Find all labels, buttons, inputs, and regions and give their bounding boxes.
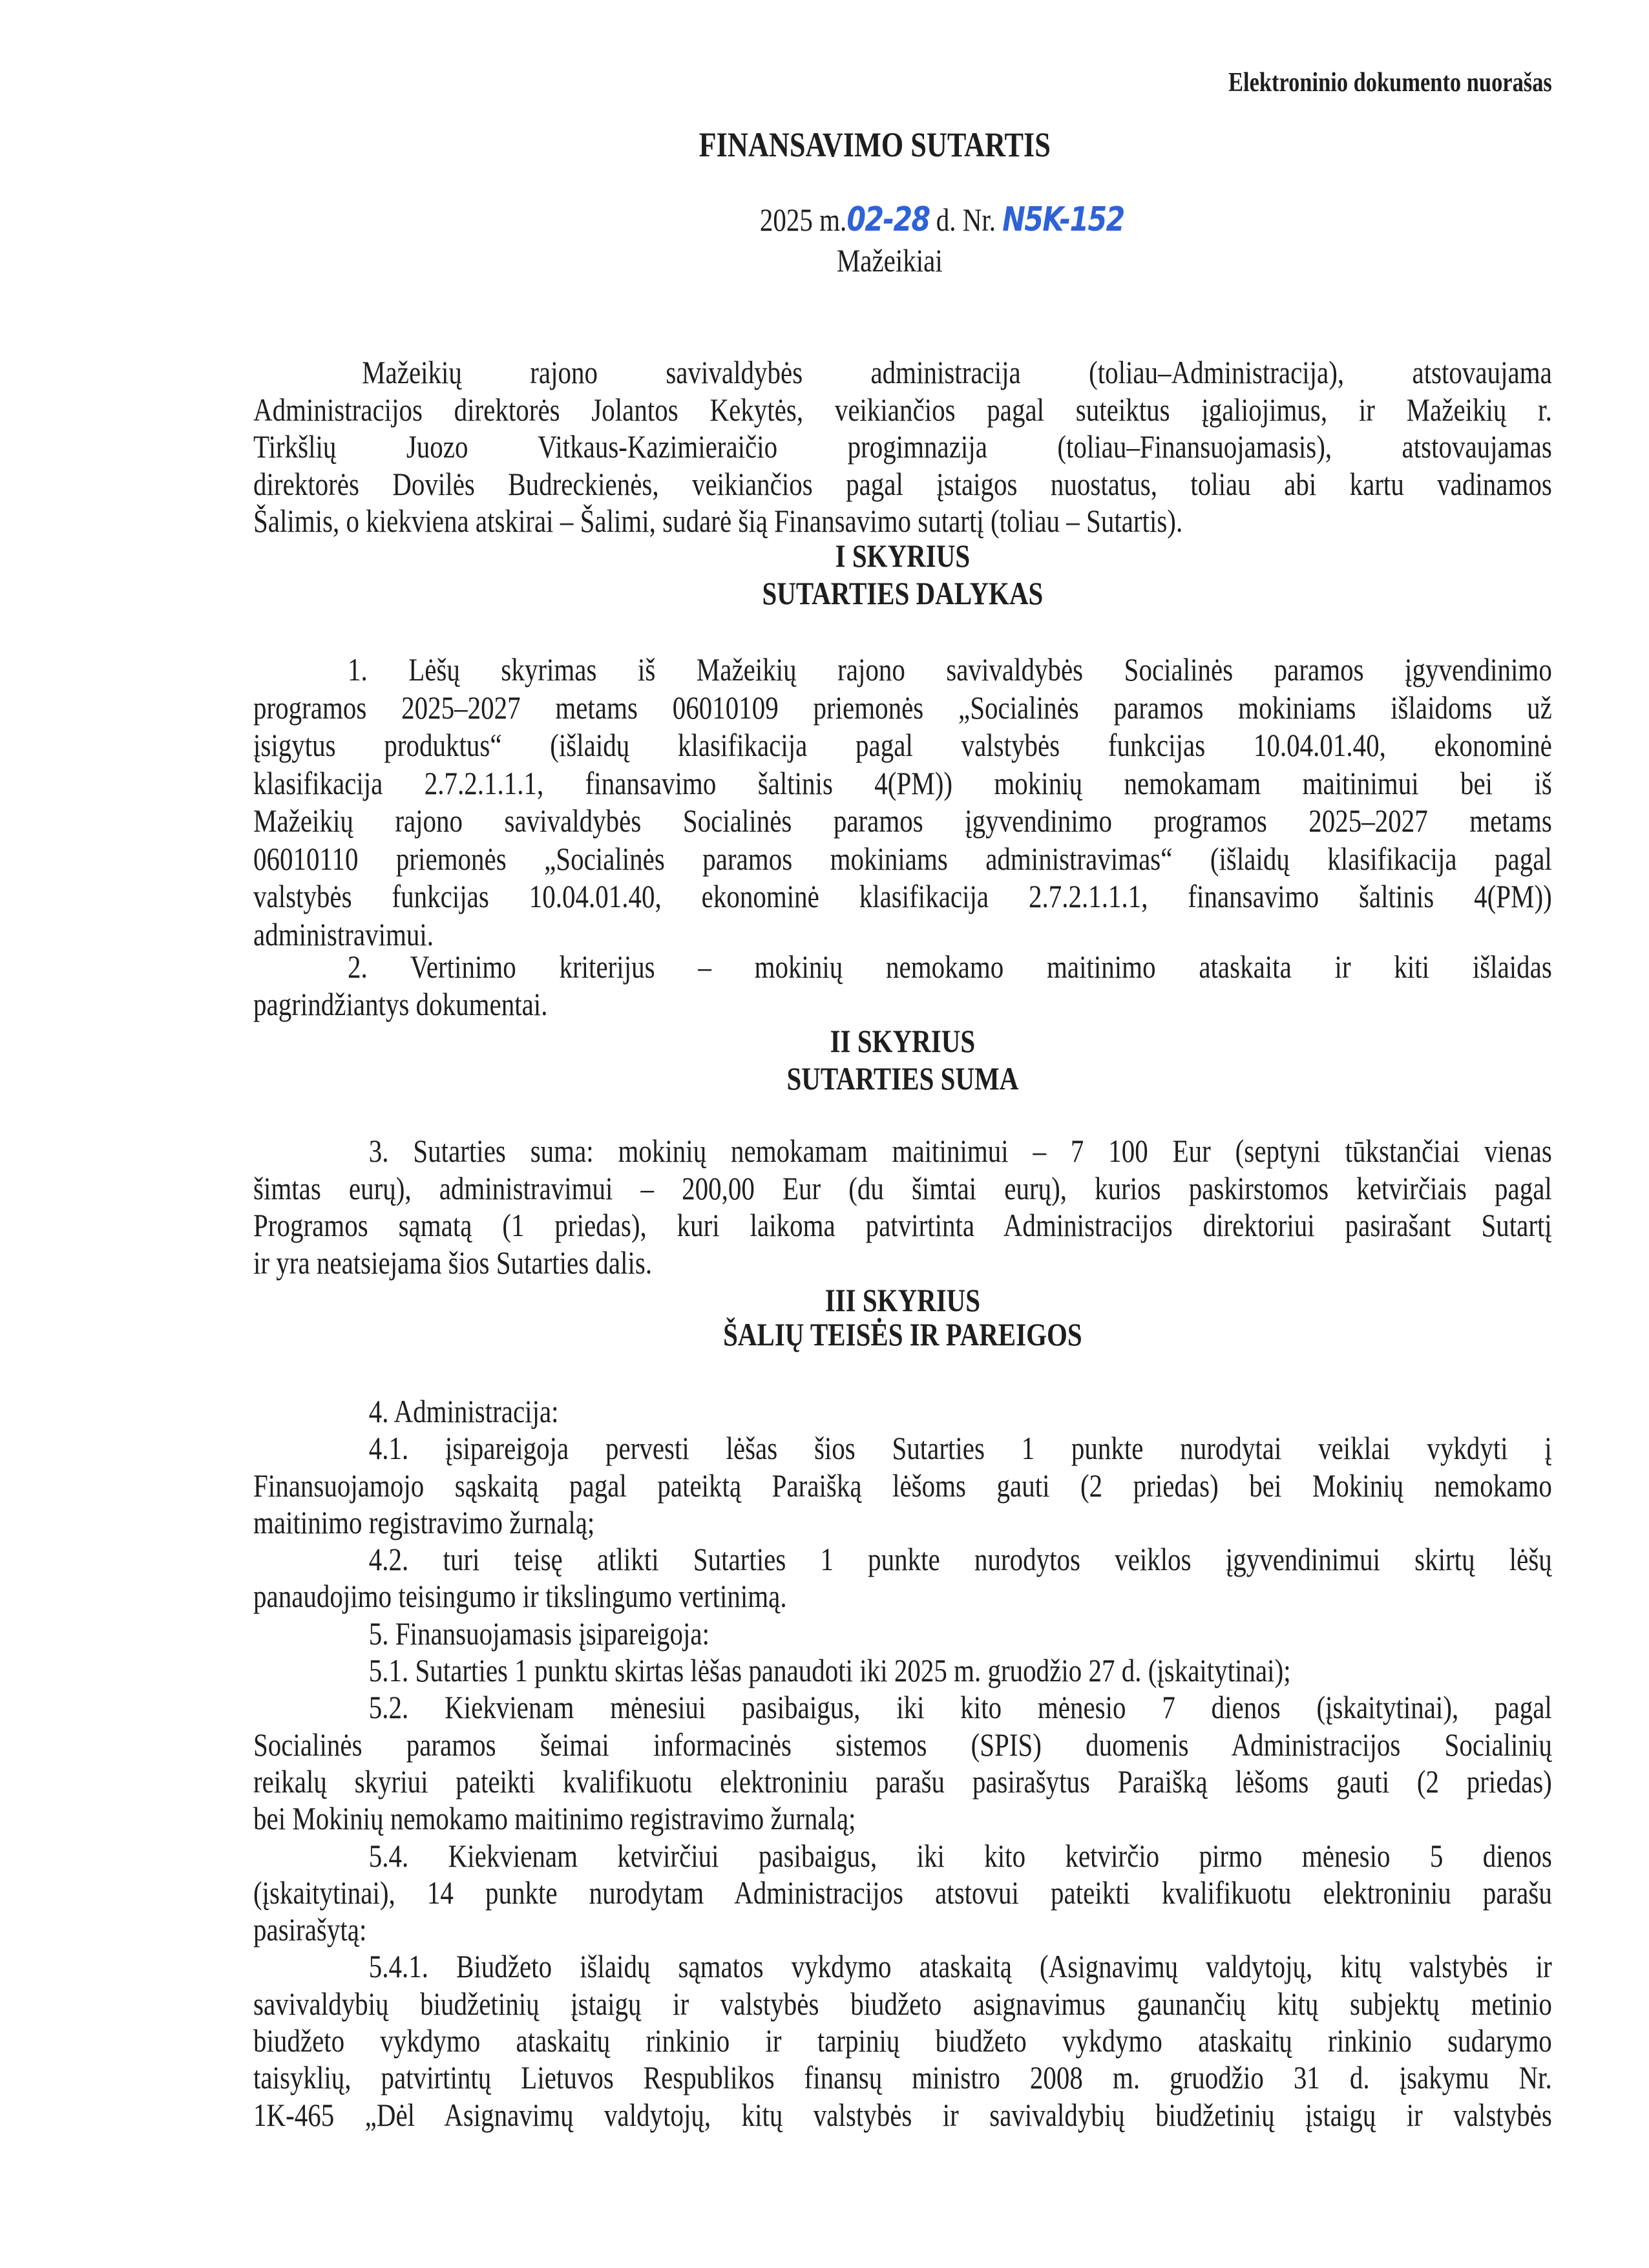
text-line: panaudojimo teisingumo ir tikslingumo vertinimą. bbox=[253, 1578, 787, 1615]
text-line: programos 2025–2027 metams 06010109 priemonės „Socialinės paramos mokiniams išlaidoms už bbox=[253, 689, 1552, 726]
clause-4 bbox=[253, 1393, 1552, 1430]
text-line: 4. Administracija: bbox=[368, 1393, 559, 1429]
text-line: Programos sąmatą (1 priedas), kuri laikoma patvirtinta Administracijos direktoriui pasirašant Sutartį bbox=[253, 1207, 1552, 1243]
text-line: 5.4. Kiekvienam ketvirčiui pasibaigus, iki kito ketvirčio pirmo mėnesio 5 dienos bbox=[368, 1837, 1552, 1874]
text-line: Administracijos direktorės Jolantos Kekytės, veikiančios pagal suteiktus įgaliojimus, ir Mažeikių r. bbox=[253, 391, 1552, 428]
text-line: 1K-465 „Dėl Asignavimų valdytojų, kitų valstybės ir savivaldybių biudžetinių įstaigų ir valstybės bbox=[253, 2096, 1552, 2133]
text-line: savivaldybių biudžetinių įstaigų ir valstybės biudžeto asignavimus gaunančių kitų subjektų metinio bbox=[253, 1985, 1552, 2022]
text-line: (įskaitytinai), 14 punkte nurodytam Administracijos atstovui pateikti kvalifikuotu elektroniniu parašu bbox=[253, 1874, 1552, 1911]
section-1-title: SUTARTIES DALYKAS bbox=[762, 575, 1044, 611]
clause-3 bbox=[253, 1133, 1552, 1281]
clause-5 bbox=[253, 1615, 1552, 1652]
document-copy-note: Elektroninio dokumento nuorašas bbox=[1228, 68, 1552, 98]
section-3-title: ŠALIŲ TEISĖS IR PAREIGOS bbox=[723, 1316, 1082, 1352]
handwritten-date: 02-28 bbox=[846, 200, 930, 239]
text-line: Socialinės paramos šeimai informacinės sistemos (SPIS) duomenis Administracijos Socialinių bbox=[253, 1726, 1552, 1763]
clause-1 bbox=[253, 651, 1552, 953]
text-line: 5. Finansuojamasis įsipareigoja: bbox=[368, 1615, 709, 1652]
text-line: administravimui. bbox=[253, 916, 434, 952]
text-line: direktorės Dovilės Budreckienės, veikiančios pagal įstaigos nuostatus, toliau abi kartu vadinamos bbox=[253, 465, 1552, 502]
text-line: Mažeikių rajono savivaldybės Socialinės paramos įgyvendinimo programos 2025–2027 metams bbox=[253, 803, 1552, 839]
section-3-body bbox=[253, 1393, 1552, 2134]
text-line: Finansuojamojo sąskaitą pagal pateiktą Paraišką lėšoms gauti (2 priedas) bei Mokinių nemokamo bbox=[253, 1467, 1552, 1504]
section-2-number: II SKYRIUS bbox=[830, 1023, 976, 1059]
clause-5-2 bbox=[253, 1689, 1552, 1837]
text-line: 4.2. turi teisę atlikti Sutarties 1 punkte nurodytos veiklos įgyvendinimui skirtų lėšų bbox=[368, 1541, 1552, 1578]
text-line: maitinimo registravimo žurnalą; bbox=[253, 1504, 595, 1540]
section-2-title: SUTARTIES SUMA bbox=[786, 1060, 1019, 1097]
text-line: klasifikacija 2.7.2.1.1.1, finansavimo šaltinis 4(PM)) mokinių nemokamam maitinimui bei iš bbox=[253, 764, 1552, 801]
text-line: valstybės funkcijas 10.04.01.40, ekonominė klasifikacija 2.7.2.1.1.1, finansavimo šaltinis 4(PM)) bbox=[253, 878, 1552, 914]
document-title: FINANSAVIMO SUTARTIS bbox=[698, 125, 1051, 164]
text-line: reikalų skyriui pateikti kvalifikuotu elektroniniu parašu pasirašytus Paraišką lėšoms gauti (2 priedas) bbox=[253, 1763, 1552, 1800]
text-line: 2. Vertinimo kriterijus – mokinių nemokamo maitinimo ataskaita ir kiti išlaidas bbox=[347, 949, 1552, 985]
text-line: ir yra neatsiejama šios Sutarties dalis. bbox=[253, 1244, 653, 1281]
date-year: 2025 m. bbox=[759, 202, 847, 238]
text-line: 5.4.1. Biudžeto išlaidų sąmatos vykdymo ataskaitą (Asignavimų valdytojų, kitų valstybės ir bbox=[368, 1948, 1552, 1985]
text-line: 4.1. įsipareigoja pervesti lėšas šios Sutarties 1 punkte nurodytai veiklai vykdyti į bbox=[368, 1430, 1552, 1467]
text-line: biudžeto vykdymo ataskaitų rinkinio ir tarpinių biudžeto vykdymo ataskaitų rinkinio sudarymo bbox=[253, 2022, 1552, 2059]
text-line: 3. Sutarties suma: mokinių nemokamam maitinimui – 7 100 Eur (septyni tūkstančiai vienas bbox=[368, 1133, 1552, 1169]
text-line: Tirkšlių Juozo Vitkaus-Kazimieraičio progimnazija (toliau–Finansuojamasis), atstovaujamas bbox=[253, 428, 1552, 465]
clause-5-4 bbox=[253, 1838, 1552, 1949]
clause-5-1 bbox=[253, 1652, 1552, 1689]
document-page bbox=[253, 0, 1552, 2268]
text-line: taisyklių, patvirtintų Lietuvos Respublikos finansų ministro 2008 m. gruodžio 31 d. įsakymu Nr. bbox=[253, 2059, 1552, 2096]
handwritten-number: N5K-152 bbox=[1002, 200, 1124, 239]
clause-5-4-1 bbox=[253, 1948, 1552, 2133]
text-line: 06010110 priemonės „Socialinės paramos mokiniams administravimas“ (išlaidų klasifikacija pagal bbox=[253, 840, 1552, 877]
text-line: 5.2. Kiekvienam mėnesiui pasibaigus, iki kito mėnesio 7 dienos (įskaitytinai), pagal bbox=[368, 1689, 1552, 1726]
text-line: šimtas eurų), administravimui – 200,00 Eur (du šimtai eurų), kurios paskirstomos ketvirčiais pagal bbox=[253, 1170, 1552, 1206]
text-line: 5.1. Sutarties 1 punktu skirtas lėšas panaudoti iki 2025 m. gruodžio 27 d. (įskaitytinai); bbox=[368, 1652, 1291, 1689]
clause-4-1 bbox=[253, 1430, 1552, 1541]
section-1-number: I SKYRIUS bbox=[835, 538, 971, 574]
text-line: įsigytus produktus“ (išlaidų klasifikacija pagal valstybės funkcijas 10.04.01.40, ekonominė bbox=[253, 727, 1552, 763]
text-line: pasirašytą: bbox=[253, 1911, 367, 1948]
date-number-line bbox=[760, 202, 1124, 239]
number-label: d. Nr. bbox=[936, 202, 996, 238]
city: Mažeikiai bbox=[836, 242, 943, 278]
section-3-number: III SKYRIUS bbox=[824, 1282, 981, 1318]
clause-4-2 bbox=[253, 1541, 1552, 1615]
text-line: Šalimis, o kiekviena atskirai – Šalimi, sudarė šią Finansavimo sutartį (toliau – Sutartis). bbox=[253, 503, 1183, 539]
text-line: pagrindžiantys dokumentai. bbox=[253, 985, 548, 1022]
text-line: bei Mokinių nemokamo maitinimo registravimo žurnalą; bbox=[253, 1800, 856, 1837]
intro-paragraph bbox=[253, 354, 1552, 540]
text-line: Mažeikių rajono savivaldybės administracija (toliau–Administracija), atstovaujama bbox=[362, 354, 1552, 390]
clause-2 bbox=[253, 949, 1552, 1023]
text-line: 1. Lėšų skyrimas iš Mažeikių rajono savivaldybės Socialinės paramos įgyvendinimo bbox=[347, 651, 1552, 688]
